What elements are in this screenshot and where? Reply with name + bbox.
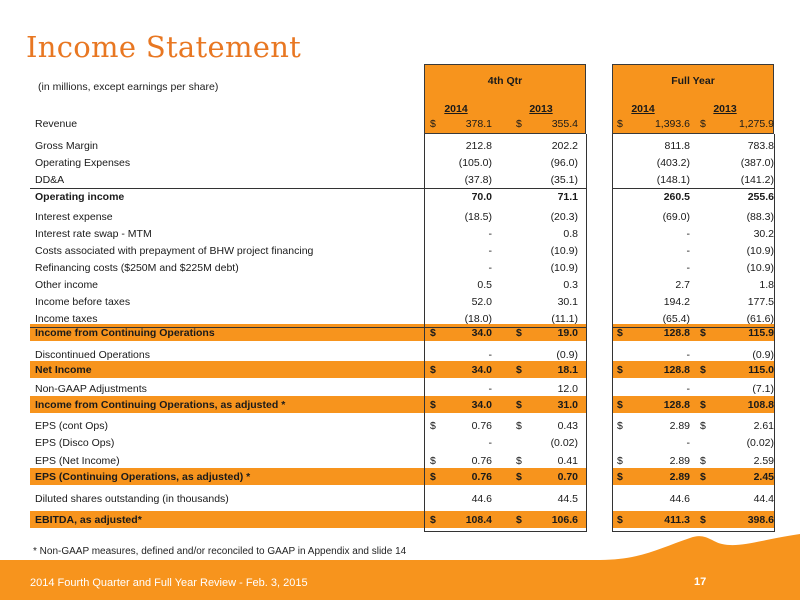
currency-symbol: $ [516, 399, 522, 411]
table-cell: (10.9) [746, 245, 774, 257]
table-cell: (10.9) [550, 245, 578, 257]
table-cell: (61.6) [746, 313, 774, 325]
currency-symbol: $ [617, 364, 623, 376]
table-cell: 44.4 [753, 493, 774, 505]
table-cell: 108.8 [747, 399, 774, 411]
currency-symbol: $ [700, 455, 706, 467]
currency-symbol: $ [617, 118, 623, 130]
column-border [774, 134, 775, 532]
table-cell: 212.8 [465, 140, 492, 152]
currency-symbol: $ [700, 327, 706, 339]
table-cell: (0.9) [556, 349, 578, 361]
currency-symbol: $ [516, 455, 522, 467]
table-cell: 70.0 [471, 191, 492, 203]
table-cell: (37.8) [464, 174, 492, 186]
table-cell: 12.0 [557, 383, 578, 395]
row-label: EPS (Net Income) [35, 455, 120, 467]
table-cell: 0.76 [471, 471, 492, 483]
table-cell: 2.89 [669, 455, 690, 467]
currency-symbol: $ [516, 471, 522, 483]
table-cell: 177.5 [747, 296, 774, 308]
table-cell: (18.0) [464, 313, 492, 325]
table-cell: 783.8 [747, 140, 774, 152]
currency-symbol: $ [617, 327, 623, 339]
table-cell: - [686, 228, 690, 240]
table-cell: 0.43 [557, 420, 578, 432]
row-label: Income taxes [35, 313, 98, 325]
table-cell: 108.4 [465, 514, 492, 526]
table-cell: 128.8 [663, 364, 690, 376]
currency-symbol: $ [430, 327, 436, 339]
table-cell: - [686, 437, 690, 449]
row-label: Income from Continuing Operations, as adjusted * [35, 399, 286, 411]
currency-symbol: $ [516, 420, 522, 432]
table-cell: 0.8 [563, 228, 578, 240]
table-cell: 0.3 [563, 279, 578, 291]
table-cell: 398.6 [747, 514, 774, 526]
table-cell: 18.1 [557, 364, 578, 376]
table-cell: (20.3) [550, 211, 578, 223]
table-cell: 34.0 [471, 399, 492, 411]
row-label: EPS (Disco Ops) [35, 437, 115, 449]
table-subtitle: (in millions, except earnings per share) [38, 81, 219, 93]
year-group-label: Full Year [671, 75, 715, 87]
table-cell: 115.9 [748, 327, 774, 339]
currency-symbol: $ [617, 514, 623, 526]
quarter-group-label: 4th Qtr [487, 75, 523, 87]
table-cell: 106.6 [551, 514, 578, 526]
currency-symbol: $ [430, 364, 436, 376]
row-label: Non-GAAP Adjustments [35, 383, 147, 395]
row-label: Operating Expenses [35, 157, 131, 169]
table-cell: - [488, 228, 492, 240]
table-cell: (10.9) [746, 262, 774, 274]
table-cell: (148.1) [656, 174, 690, 186]
table-cell: 31.0 [557, 399, 578, 411]
table-cell: 2.59 [753, 455, 774, 467]
table-cell: 1,393.6 [654, 118, 690, 130]
footer-text: 2014 Fourth Quarter and Full Year Review - Feb. 3, 2015 [30, 577, 308, 589]
row-label: EPS (cont Ops) [35, 420, 108, 432]
table-cell: (105.0) [458, 157, 492, 169]
table-cell: - [488, 383, 492, 395]
table-cell: 0.5 [477, 279, 492, 291]
table-cell: (7.1) [752, 383, 774, 395]
currency-symbol: $ [516, 118, 522, 130]
col-header-q2014: 2014 [444, 103, 468, 115]
table-cell: (88.3) [746, 211, 774, 223]
table-cell: 355.4 [551, 118, 578, 130]
row-label: Discontinued Operations [35, 349, 150, 361]
table-cell: - [686, 349, 690, 361]
table-cell: - [488, 262, 492, 274]
table-cell: (11.1) [551, 313, 578, 325]
table-cell: (96.0) [550, 157, 578, 169]
table-cell: (403.2) [656, 157, 690, 169]
table-cell: 0.41 [557, 455, 578, 467]
table-cell: 202.2 [551, 140, 578, 152]
currency-symbol: $ [430, 455, 436, 467]
table-cell: 44.6 [669, 493, 690, 505]
page-number: 17 [694, 576, 707, 588]
table-cell: (387.0) [740, 157, 774, 169]
row-divider [30, 188, 586, 189]
row-label: Interest rate swap - MTM [35, 228, 152, 240]
table-cell: 0.70 [557, 471, 578, 483]
table-cell: (65.4) [662, 313, 690, 325]
currency-symbol: $ [516, 327, 522, 339]
row-label: Other income [35, 279, 99, 291]
row-label: Operating income [35, 191, 125, 203]
table-cell: 128.8 [663, 399, 690, 411]
col-header-y2013: 2013 [713, 103, 737, 115]
table-cell: 2.89 [669, 420, 690, 432]
row-label: Revenue [35, 118, 78, 130]
currency-symbol: $ [700, 420, 706, 432]
currency-symbol: $ [430, 471, 436, 483]
table-cell: 34.0 [471, 364, 492, 376]
table-cell: - [686, 262, 690, 274]
table-cell: 378.1 [465, 118, 492, 130]
page-title: Income Statement [26, 30, 302, 64]
row-label: Net Income [35, 364, 92, 376]
currency-symbol: $ [516, 364, 522, 376]
currency-symbol: $ [430, 399, 436, 411]
currency-symbol: $ [700, 118, 706, 130]
table-cell: 194.2 [663, 296, 690, 308]
table-cell: - [488, 349, 492, 361]
table-cell: 71.1 [557, 191, 578, 203]
row-label: Costs associated with prepayment of BHW project financing [35, 245, 314, 257]
row-label: EPS (Continuing Operations, as adjusted) * [35, 471, 251, 483]
table-cell: (10.9) [550, 262, 578, 274]
footnote: * Non-GAAP measures, defined and/or reconciled to GAAP in Appendix and slide 14 [33, 546, 407, 557]
table-cell: 30.2 [753, 228, 774, 240]
row-label: Gross Margin [35, 140, 99, 152]
row-label: Refinancing costs ($250M and $225M debt) [35, 262, 239, 274]
currency-symbol: $ [617, 420, 623, 432]
table-cell: 411.3 [664, 514, 690, 526]
table-cell: 0.76 [471, 420, 492, 432]
table-cell: 30.1 [557, 296, 578, 308]
table-cell: (18.5) [464, 211, 492, 223]
column-gap [586, 134, 612, 532]
table-cell: (0.9) [752, 349, 774, 361]
table-cell: - [686, 383, 690, 395]
table-cell: (0.02) [746, 437, 774, 449]
row-label: Income before taxes [35, 296, 131, 308]
table-cell: 811.8 [664, 140, 690, 152]
column-border [586, 134, 587, 532]
row-label: Interest expense [35, 211, 113, 223]
column-border [612, 134, 613, 532]
table-cell: 260.5 [663, 191, 690, 203]
table-cell: 52.0 [471, 296, 492, 308]
currency-symbol: $ [617, 471, 623, 483]
currency-symbol: $ [430, 420, 436, 432]
table-cell: 0.76 [471, 455, 492, 467]
table-cell: 1.8 [759, 279, 774, 291]
table-cell: - [686, 245, 690, 257]
table-cell: 2.61 [753, 420, 774, 432]
currency-symbol: $ [430, 118, 436, 130]
table-cell: (35.1) [550, 174, 578, 186]
currency-symbol: $ [516, 514, 522, 526]
col-header-y2014: 2014 [631, 103, 655, 115]
table-cell: 2.45 [753, 471, 774, 483]
row-label: EBITDA, as adjusted* [35, 514, 142, 526]
currency-symbol: $ [700, 364, 706, 376]
col-header-q2013: 2013 [529, 103, 553, 115]
table-cell: 1,275.9 [738, 118, 774, 130]
table-cell: - [488, 245, 492, 257]
currency-symbol: $ [617, 455, 623, 467]
table-cell: 2.89 [669, 471, 690, 483]
table-cell: 255.6 [747, 191, 774, 203]
table-cell: 44.5 [557, 493, 578, 505]
table-cell: 128.8 [663, 327, 690, 339]
currency-symbol: $ [617, 399, 623, 411]
table-cell: (141.2) [740, 174, 774, 186]
table-cell: 44.6 [471, 493, 492, 505]
table-cell: - [488, 437, 492, 449]
currency-symbol: $ [700, 399, 706, 411]
row-label: Diluted shares outstanding (in thousands) [35, 493, 229, 505]
table-cell: 115.0 [748, 364, 774, 376]
row-label: DD&A [35, 174, 65, 186]
table-cell: (0.02) [550, 437, 578, 449]
row-label: Income from Continuing Operations [35, 327, 215, 339]
table-cell: 34.0 [471, 327, 492, 339]
table-cell: (69.0) [662, 211, 690, 223]
row-divider [612, 188, 774, 189]
currency-symbol: $ [700, 514, 706, 526]
currency-symbol: $ [700, 471, 706, 483]
table-cell: 2.7 [675, 279, 690, 291]
column-border [424, 134, 425, 532]
table-cell: 19.0 [557, 327, 578, 339]
currency-symbol: $ [430, 514, 436, 526]
